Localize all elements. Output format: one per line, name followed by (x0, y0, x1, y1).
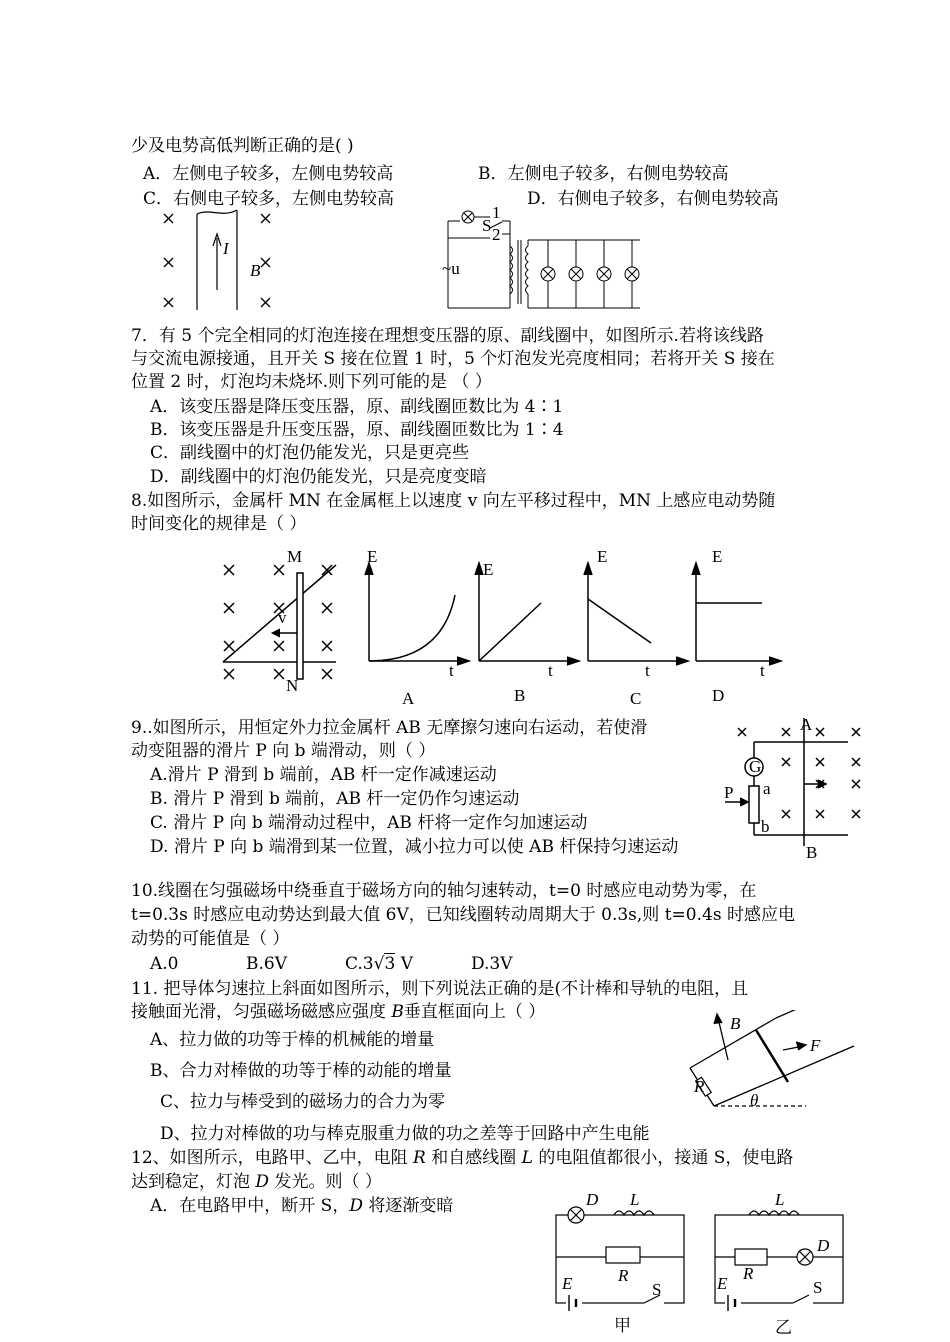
q8-line1: 8.如图所示，金属杆 MN 在金属框上以速度 v 向左平移过程中，MN 上感应电动势随 (131, 491, 776, 511)
q9-option-b: B. 滑片 P 滑到 b 端前，AB 杆一定仍作匀速运动 (150, 789, 520, 809)
resistor-icon (606, 1247, 640, 1263)
q10-option-d: D.3V (471, 954, 513, 974)
label-theta: θ (750, 1091, 759, 1110)
B-arrow (718, 1018, 728, 1060)
label-R: R (618, 1266, 629, 1285)
curve-exponential (369, 595, 455, 661)
graph-a-E: E (367, 547, 378, 566)
label-F: F (810, 1036, 821, 1055)
label-D: D (817, 1236, 830, 1255)
graph-a-t: t (449, 661, 454, 680)
q8-graphs (355, 545, 785, 710)
q9-option-c: C. 滑片 P 向 b 端滑动过程中，AB 杆将一定作匀加速运动 (150, 813, 588, 833)
label-B: B (730, 1014, 741, 1033)
q7-line2: 与交流电源接通，且开关 S 接在位置 1 时，5 个灯泡发光亮度相同；若将开关 S 接在 (131, 349, 775, 369)
switch-pos-2: 2 (492, 225, 501, 244)
resistor-icon (735, 1249, 767, 1265)
graph-c-t: t (645, 661, 650, 680)
q9-line2: 动变阻器的滑片 P 向 b 端滑动，则（ ） (131, 741, 436, 761)
caption-jia: 甲 (614, 1316, 631, 1335)
label-A: A (800, 715, 813, 734)
graph-b-t: t (548, 661, 553, 680)
label-L: L (775, 1190, 785, 1209)
q6-option-d: D．右侧电子较多，右侧电势较高 (527, 189, 779, 209)
q9-figure (720, 712, 880, 864)
q6-option-c: C．右侧电子较多，左侧电势较高 (143, 189, 395, 209)
label-M: M (287, 547, 303, 566)
label-b: b (761, 817, 770, 836)
q11-option-b: B、合力对棒做的功等于棒的动能的增量 (150, 1061, 452, 1081)
graph-b-label: B (514, 686, 526, 705)
q11-option-c: C、拉力与棒受到的磁场力的合力为零 (160, 1092, 446, 1112)
switch-label: S (482, 216, 492, 235)
curve-linear-fall (588, 599, 651, 643)
q9-line1: 9..如图所示，用恒定外力拉金属杆 AB 无摩擦匀速向右运动，若使滑 (131, 718, 648, 738)
graph-c-E: E (597, 547, 608, 566)
label-R: R (743, 1264, 754, 1283)
caption-yi: 乙 (775, 1318, 792, 1335)
graph-a (365, 563, 469, 665)
source-label: ~u (442, 259, 460, 278)
q11-option-d: D、拉力对棒做的功与棒克服重力做的功之差等于回路中产生电能 (160, 1124, 650, 1144)
q12-circuit-yi (707, 1183, 852, 1335)
primary-coil-icon (510, 246, 513, 294)
q12-line1: 12、如图所示，电路甲、乙中，电阻 R 和自感线圈 L 的电阻值都很小，接通 S，使电路 (131, 1148, 794, 1168)
label-a: a (763, 779, 771, 798)
q7-option-d: D．副线圈中的灯泡仍能发光，只是亮度变暗 (150, 467, 487, 487)
label-v: v (278, 608, 287, 627)
label-N: N (286, 676, 299, 695)
q9-option-d: D. 滑片 P 向 b 端滑到某一位置，减小拉力可以使 AB 杆保持匀速运动 (150, 837, 679, 857)
sqrt-symbol: √ (373, 954, 385, 974)
q11-line1: 11. 把导体匀速拉上斜面如图所示，则下列说法正确的是(不计棒和导轨的电阻，且 (131, 979, 749, 999)
q10-option-a: A.0 (150, 954, 179, 974)
lower-rail (714, 1052, 840, 1106)
q8-figure (218, 545, 348, 695)
label-L: L (630, 1190, 640, 1209)
label-B: B (806, 843, 818, 862)
rod (756, 1030, 788, 1082)
graph-d-E: E (712, 547, 723, 566)
switch-pos-1: 1 (492, 206, 501, 222)
graph-d-label: D (712, 686, 725, 705)
graph-c (584, 563, 688, 665)
label-E: E (717, 1274, 728, 1293)
q10-line2: t=0.3s 时感应电动势达到最大值 6V，已知线圈转动周期大于 0.3s,则 t=0.4s 时感应电 (131, 905, 795, 925)
q8-line2: 时间变化的规律是（ ） (131, 514, 307, 534)
q11-line2: 接触面光滑，匀强磁场磁感应强度 B垂直框面向上（ ） (131, 1002, 546, 1022)
q10-line1: 10.线圈在匀强磁场中绕垂直于磁场方向的轴匀速转动，t=0 时感应电动势为零，在 (131, 881, 757, 901)
label-E: E (562, 1274, 573, 1293)
q10-option-c: C.3√3 V (345, 954, 413, 974)
q7-option-a: A．该变压器是降压变压器，原、副线圈匝数比为 4∶1 (150, 397, 564, 417)
label-S: S (652, 1280, 662, 1299)
graph-d (692, 563, 781, 665)
q6-option-b: B．左侧电子较多，右侧电势较高 (478, 164, 729, 184)
graph-b-E: E (483, 560, 494, 579)
q12-option-a: A．在电路甲中，断开 S，D 将逐渐变暗 (150, 1196, 454, 1216)
rod-MN (297, 573, 303, 679)
secondary-coil-icon (526, 246, 529, 294)
q10-option-b: B.6V (246, 954, 287, 974)
q10-line3: 动势的可能值是（ ） (131, 929, 290, 949)
graph-c-label: C (630, 689, 642, 708)
label-D: D (586, 1190, 599, 1209)
sqrt-radicand: 3 (384, 954, 396, 974)
label-B: B (250, 261, 261, 280)
rheostat-icon (749, 786, 759, 823)
label-I: I (223, 239, 229, 258)
transformer-figure (440, 206, 650, 312)
q6-stem-tail: 少及电势高低判断正确的是( ) (131, 136, 354, 156)
graph-d-t: t (760, 661, 765, 680)
q12-line2: 达到稳定，灯泡 D 发光。则（ ） (131, 1172, 382, 1192)
label-P: P (724, 783, 734, 802)
label-S: S (813, 1278, 823, 1297)
q6-figure (155, 206, 285, 316)
label-R: R (694, 1077, 705, 1096)
curve-linear-rise (479, 603, 541, 661)
q7-option-b: B．该变压器是升压变压器，原、副线圈匝数比为 1∶4 (150, 420, 564, 440)
q9-option-a: A.滑片 P 滑到 b 端前，AB 杆一定作减速运动 (150, 765, 497, 785)
q6-option-a: A．左侧电子较多，左侧电势较高 (143, 164, 394, 184)
q7-option-c: C．副线圈中的灯泡仍能发光，只是更亮些 (150, 443, 470, 463)
q12-circuit-jia (548, 1183, 693, 1335)
q11-option-a: A、拉力做的功等于棒的机械能的增量 (150, 1030, 435, 1050)
q7-line3: 位置 2 时，灯泡均未烧坏.则下列可能的是 （ ） (131, 372, 492, 392)
label-G: G (749, 757, 762, 776)
secondary-bulbs (541, 267, 639, 281)
q7-line1: 7．有 5 个完全相同的灯泡连接在理想变压器的原、副线圈中，如图所示.若将该线路 (131, 326, 764, 346)
graph-a-label: A (402, 689, 415, 708)
q11-figure (688, 1010, 858, 1112)
